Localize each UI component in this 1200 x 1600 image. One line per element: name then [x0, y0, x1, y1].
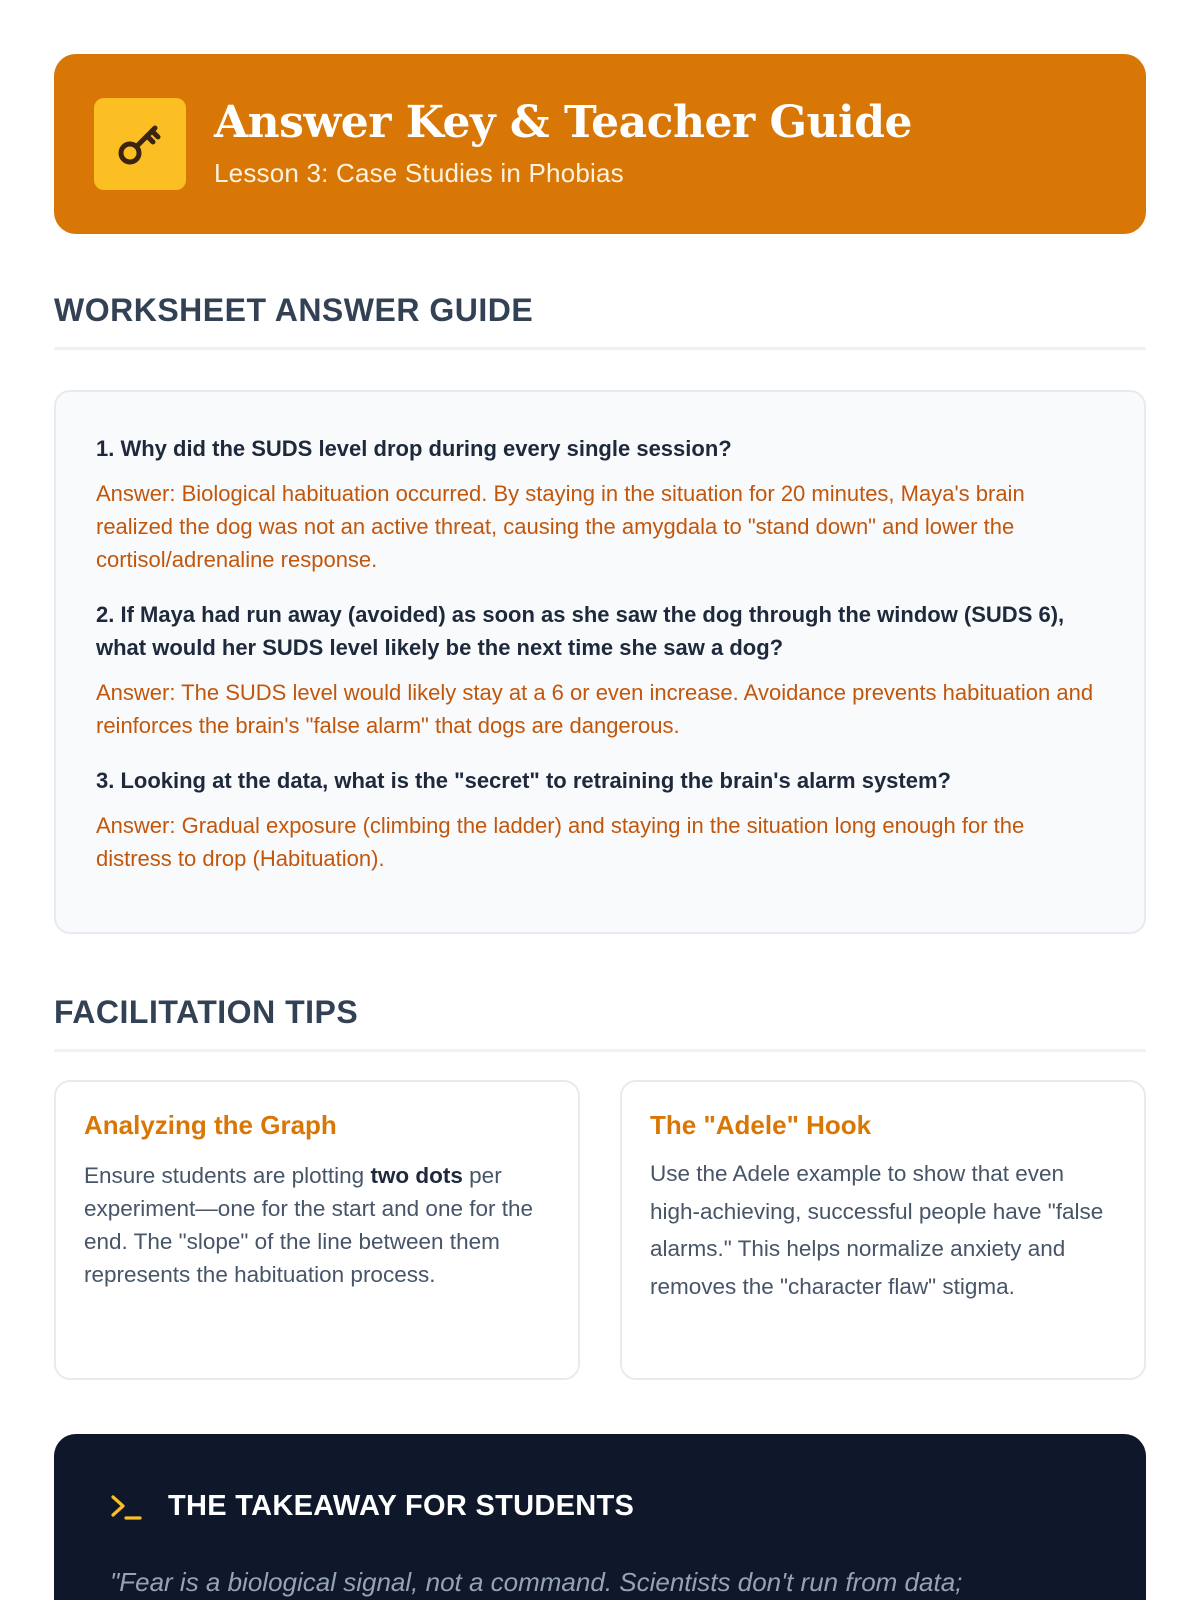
answer-text: Answer: Biological habituation occurred. By staying in the situation for 20 minutes, Maya's brain realized the dog was not an active threat, causing the amygdala to "stand down" and lower the cortisol/adrenaline response. [96, 481, 1025, 572]
header-text [214, 99, 912, 188]
page-subtitle: Lesson 3: Case Studies in Phobias [214, 157, 624, 188]
header-banner [54, 54, 1146, 234]
tip-card-graph [54, 1080, 580, 1380]
takeaway-header [110, 1490, 1090, 1523]
answer-text: Answer: The SUDS level would likely stay at a 6 or even increase. Avoidance prevents habituation and reinforces the brain's "false alarm" that dogs are dangerous. [96, 680, 1094, 738]
tip-title: The "Adele" Hook [650, 1110, 872, 1140]
tip-body-text: Ensure students are plotting [84, 1163, 371, 1188]
qa-item [96, 432, 1104, 576]
tip-body-text: per experiment—one for the start and one for the end. The "slope" of the line between them represents the habituation process. [84, 1163, 534, 1287]
takeaway-title: THE TAKEAWAY FOR STUDENTS [168, 1490, 635, 1522]
facilitation-heading: FACILITATION TIPS [54, 994, 1146, 1052]
takeaway-panel [54, 1434, 1146, 1600]
question-text: 2. If Maya had run away (avoided) as soon as she saw the dog through the window (SUDS 6), what would her SUDS level likely be the next time she saw a dog? [96, 602, 1065, 660]
qa-item [96, 764, 1104, 875]
worksheet-heading: WORKSHEET ANSWER GUIDE [54, 292, 1146, 350]
key-icon [94, 98, 186, 190]
takeaway-quote: "Fear is a biological signal, not a command. Scientists don't run from data; [110, 1567, 963, 1597]
tip-body: Use the Adele example to show that even high-achieving, successful people have "false alarms." This helps normalize anxiety and removes the "character flaw" stigma. [650, 1161, 1104, 1299]
answer-guide-panel [54, 390, 1146, 934]
answer-text: Answer: Gradual exposure (climbing the ladder) and staying in the situation long enough for the distress to drop (Habituation). [96, 813, 1025, 871]
tip-body-emphasis: two dots [370, 1163, 463, 1188]
question-text: 1. Why did the SUDS level drop during every single session? [96, 436, 732, 461]
page-title: Answer Key & Teacher Guide [214, 97, 912, 149]
tip-title: Analyzing the Graph [84, 1110, 337, 1140]
tips-row [54, 1080, 1146, 1380]
tip-body [84, 1159, 550, 1291]
tip-card-adele [620, 1080, 1146, 1380]
question-text: 3. Looking at the data, what is the "secret" to retraining the brain's alarm system? [96, 768, 951, 793]
terminal-prompt-icon [110, 1492, 142, 1522]
qa-item [96, 598, 1104, 742]
